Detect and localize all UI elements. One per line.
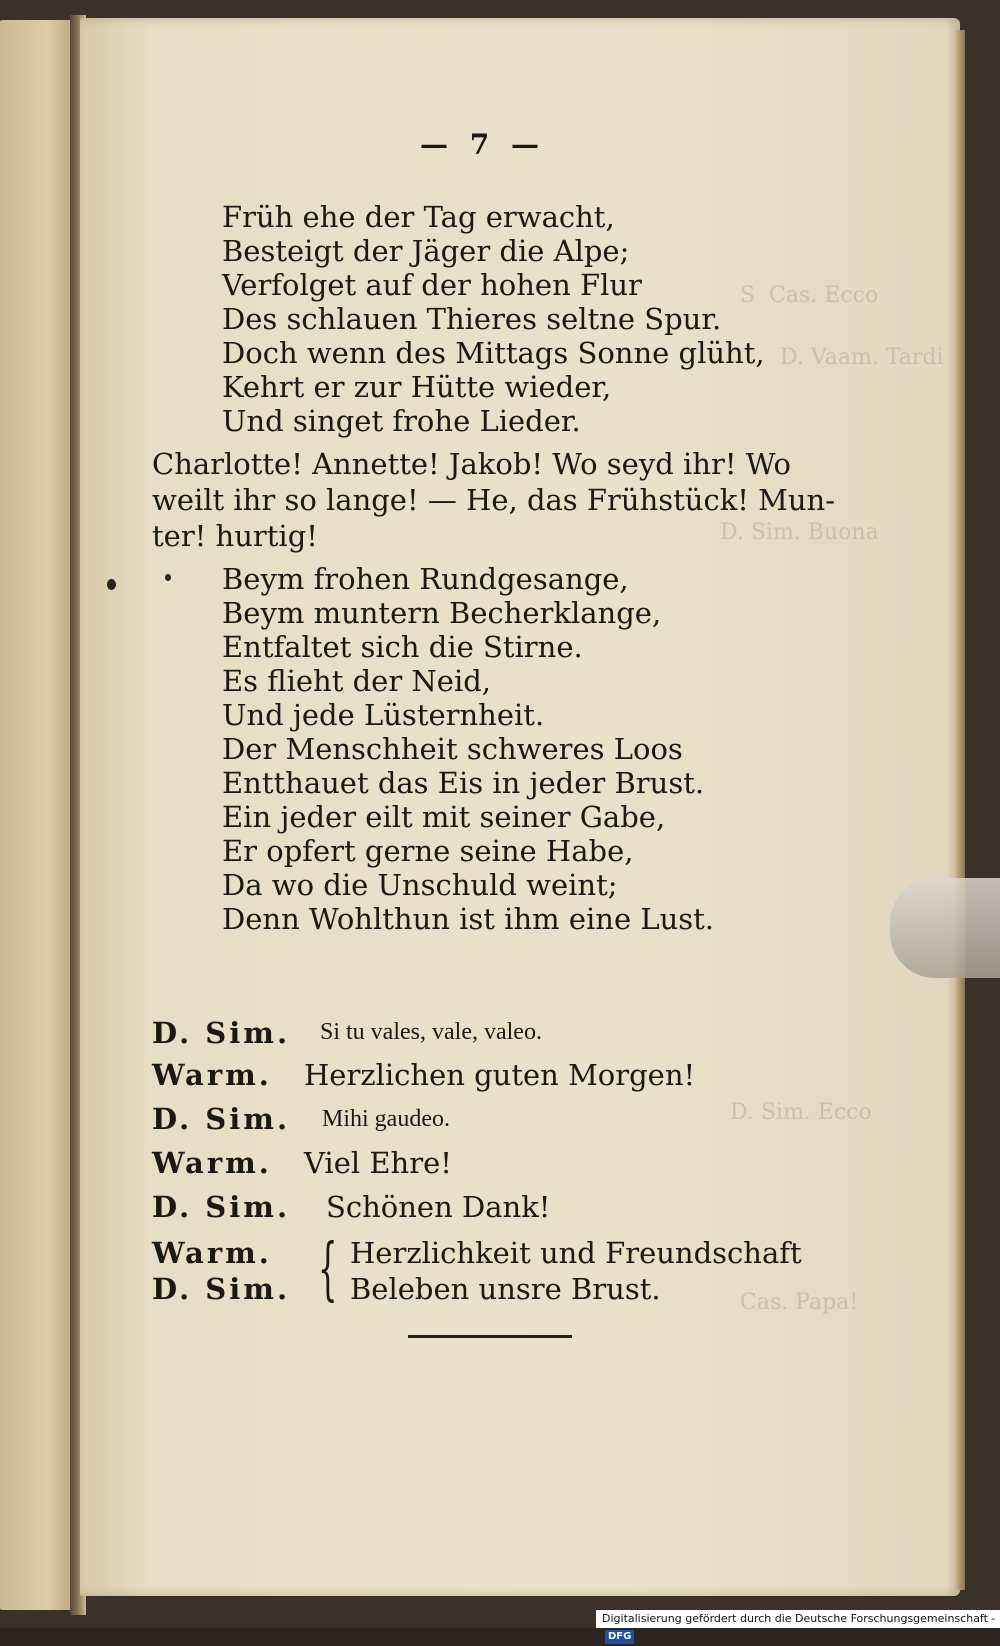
verse-line: Entfaltet sich die Stirne. xyxy=(222,630,583,664)
bleed-through-decoration: Cas. Papa! xyxy=(740,1290,859,1315)
dfg-logo: DFG xyxy=(605,1630,634,1644)
speech-text: Viel Ehre! xyxy=(304,1146,452,1180)
speaker-label: D. Sim. xyxy=(152,1272,291,1306)
verse-line: Entthauet das Eis in jeder Brust. xyxy=(222,766,705,800)
ink-spot xyxy=(165,574,171,581)
verse-line: Und jede Lüsternheit. xyxy=(222,698,545,732)
bleed-through-decoration: D. Sim. Ecco xyxy=(730,1100,872,1125)
verse-line: Doch wenn des Mittags Sonne glüht, xyxy=(222,336,765,370)
speaker-label: D. Sim. xyxy=(152,1102,291,1136)
verse-line: Denn Wohlthun ist ihm eine Lust. xyxy=(222,902,715,936)
digitization-footer xyxy=(596,1610,1000,1642)
ink-spot xyxy=(107,579,116,590)
verse-line: Verfolget auf der hohen Flur xyxy=(222,268,642,302)
verse-line: Es flieht der Neid, xyxy=(222,664,492,698)
verse-line: Und singet frohe Lieder. xyxy=(222,404,581,438)
speech-text: Schönen Dank! xyxy=(326,1190,551,1224)
page-number: — 7 — xyxy=(420,128,545,161)
speech-text: Si tu vales, vale, valeo. xyxy=(320,1019,542,1045)
speech-text: Herzlichen guten Morgen! xyxy=(304,1058,696,1092)
closing-rule xyxy=(408,1335,572,1338)
speech-text: Beleben unsre Brust. xyxy=(350,1272,661,1306)
page-edge xyxy=(955,30,965,1590)
verse-line: Besteigt der Jäger die Alpe; xyxy=(222,234,630,268)
verse-line: Kehrt er zur Hütte wieder, xyxy=(222,370,612,404)
bleed-through-decoration: S Cas. Ecco xyxy=(740,283,879,308)
speaker-label: D. Sim. xyxy=(152,1016,291,1050)
speaker-label: Warm. xyxy=(152,1146,272,1180)
verse-line: Er opfert gerne seine Habe, xyxy=(222,834,634,868)
verse-line: Der Menschheit schweres Loos xyxy=(222,732,683,766)
brace-symbol: { xyxy=(318,1230,338,1309)
prose-line: Charlotte! Annette! Jakob! Wo seyd ihr! Wo xyxy=(152,447,791,481)
verse-line: Beym frohen Rundgesange, xyxy=(222,562,629,596)
prose-line: ter! hurtig! xyxy=(152,519,318,553)
verse-line: Früh ehe der Tag erwacht, xyxy=(222,200,615,234)
bleed-through-decoration: D. Vaam. Tardi xyxy=(780,345,944,370)
bleed-through-decoration: D. Sim. Buona xyxy=(720,520,879,545)
left-page-edge xyxy=(0,20,78,1610)
scanner-clip xyxy=(890,878,1000,978)
verse-line: Des schlauen Thieres seltne Spur. xyxy=(222,302,722,336)
verse-line: Ein jeder eilt mit seiner Gabe, xyxy=(222,800,666,834)
speech-text: Mihi gaudeo. xyxy=(322,1106,450,1132)
verse-line: Beym muntern Becherklange, xyxy=(222,596,662,630)
footer-text: Digitalisierung gefördert durch die Deutsche Forschungsgemeinschaft - xyxy=(602,1612,996,1625)
speaker-label: D. Sim. xyxy=(152,1190,291,1224)
speaker-label: Warm. xyxy=(152,1058,272,1092)
verse-line: Da wo die Unschuld weint; xyxy=(222,868,618,902)
speaker-label: Warm. xyxy=(152,1236,272,1270)
speech-text: Herzlichkeit und Freundschaft xyxy=(350,1236,802,1270)
prose-line: weilt ihr so lange! — He, das Frühstück! Mun- xyxy=(152,483,835,517)
